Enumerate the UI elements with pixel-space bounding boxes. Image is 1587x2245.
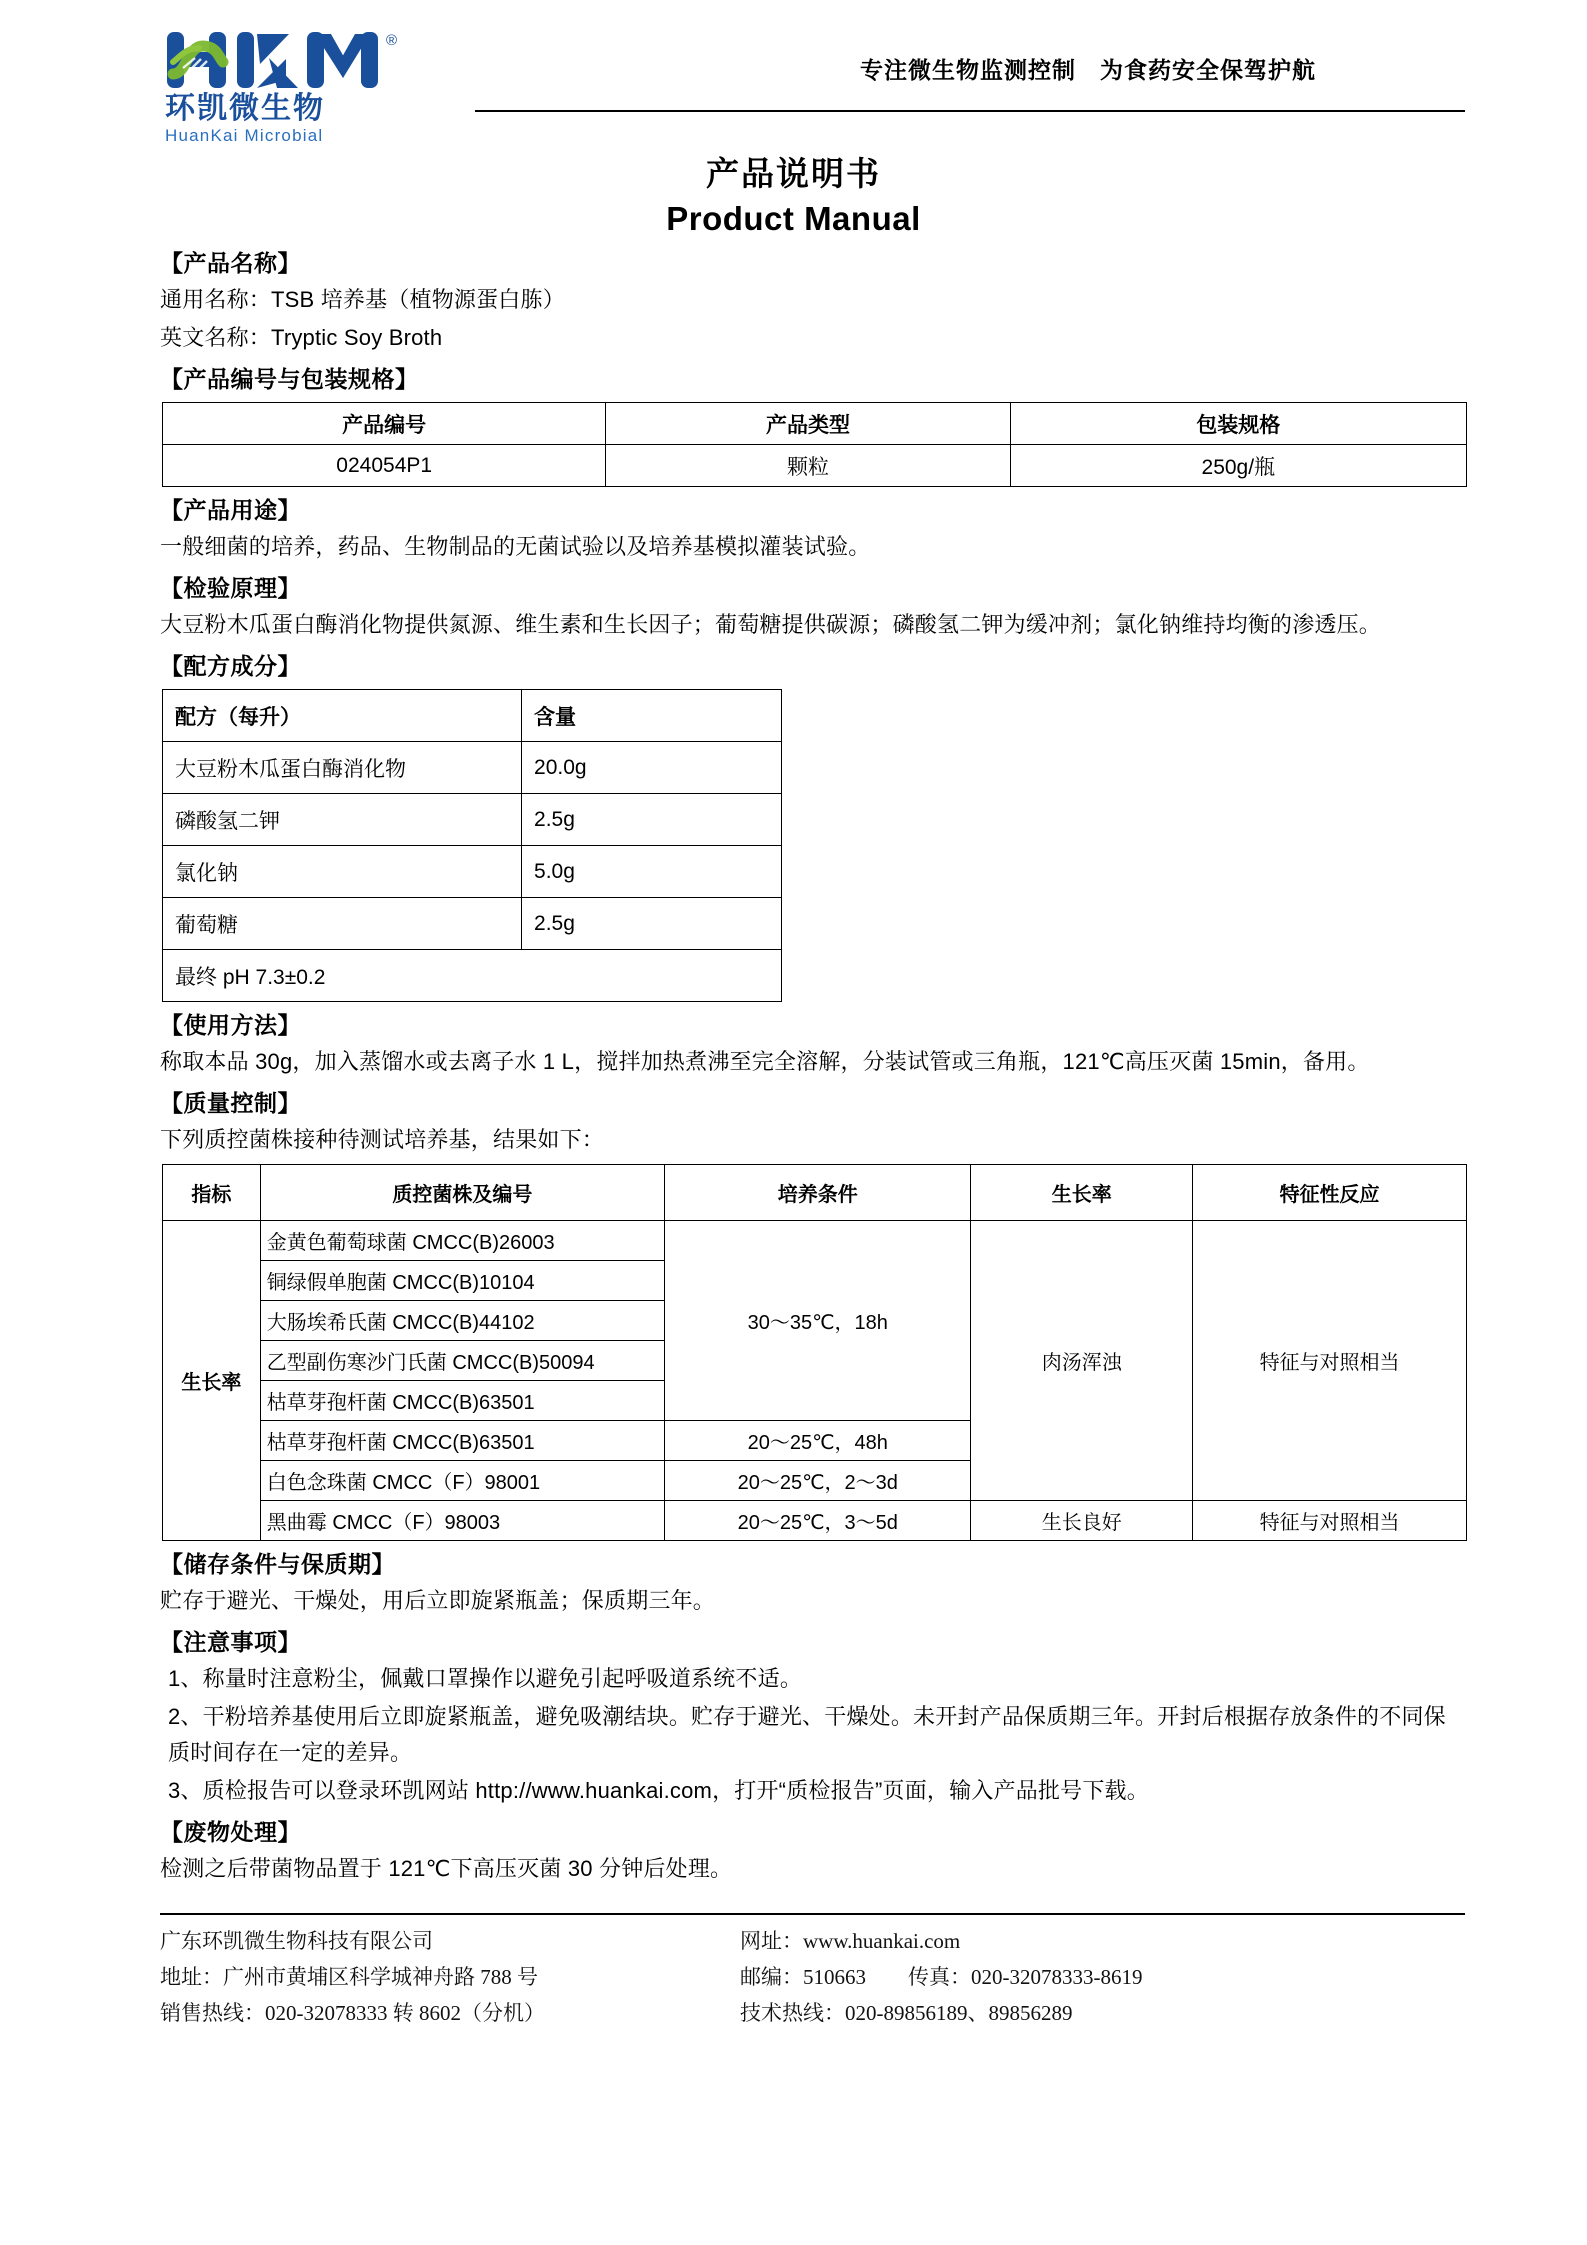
product-common-name: 通用名称：TSB 培养基（植物源蛋白胨） [160,287,565,312]
qc-cell-strain: 枯草芽孢杆菌 CMCC(B)63501 [260,1421,664,1461]
qc-col-indicator: 指标 [163,1165,261,1221]
table-row [163,1501,1467,1541]
spec-table [162,402,1467,487]
svg-text:®: ® [386,32,398,49]
spec-col-type: 产品类型 [606,403,1010,445]
hkm-logo-mark [165,28,415,90]
table-header-row [163,403,1467,445]
logo-company-en: HuanKai Microbial [165,126,324,145]
qc-col-strain: 质控菌株及编号 [260,1165,664,1221]
table-row [163,1221,1467,1261]
section-heading-spec: 【产品编号与包装规格】 [160,366,419,392]
section-heading-formula: 【配方成分】 [160,653,301,679]
usage-text: 一般细菌的培养，药品、生物制品的无菌试验以及培养基模拟灌装试验。 [160,534,871,559]
footer-postcode-fax: 邮编：510663 传真：020-32078333-8619 [740,1965,1143,1989]
qc-cell-reaction-main: 特征与对照相当 [1193,1221,1467,1501]
formula-cell-name: 大豆粉木瓜蛋白酶消化物 [163,742,522,794]
header-divider [475,110,1465,112]
formula-cell-ph: 最终 pH 7.3±0.2 [163,950,782,1002]
page-header [0,0,1587,145]
qc-cell-condition-group3: 20～25℃，2～3d [665,1461,971,1501]
qc-cell-growth-last: 生长良好 [971,1501,1193,1541]
section-heading-waste: 【废物处理】 [160,1819,301,1845]
hkm-logo-icon [165,28,415,92]
quality-intro: 下列质控菌株接种待测试培养基，结果如下： [160,1127,605,1152]
formula-table [162,689,782,1002]
spec-cell-pack: 250g/瓶 [1010,445,1466,487]
note-item-3: 3、质检报告可以登录环凯网站 http://www.huankai.com，打开“质检报告”页面，输入产品批号下载。 [168,1778,1149,1803]
formula-col-amount: 含量 [522,690,782,742]
section-heading-quality: 【质量控制】 [160,1090,301,1116]
spec-col-pack: 包装规格 [1010,403,1466,445]
company-logo [165,28,433,148]
formula-cell-name: 氯化钠 [163,846,522,898]
note-item-2: 2、干粉培养基使用后立即旋紧瓶盖，避免吸潮结块。贮存于避光、干燥处。未开封产品保质期三年。开封后根据存放条件的不同保质时间存在一定的差异。 [168,1704,1446,1765]
section-heading-method: 【使用方法】 [160,1012,301,1038]
method-text: 称取本品 30g，加入蒸馏水或去离子水 1 L，搅拌加热煮沸至完全溶解，分装试管或三角瓶，121℃高压灭菌 15min，备用。 [160,1049,1370,1074]
formula-col-name: 配方（每升） [163,690,522,742]
table-row [163,445,1467,487]
qc-cell-growth-main: 肉汤浑浊 [971,1221,1193,1501]
waste-text: 检测之后带菌物品置于 121℃下高压灭菌 30 分钟后处理。 [160,1856,733,1881]
formula-cell-name: 葡萄糖 [163,898,522,950]
storage-text: 贮存于避光、干燥处，用后立即旋紧瓶盖；保质期三年。 [160,1588,716,1613]
table-row [163,846,782,898]
formula-cell-name: 磷酸氢二钾 [163,794,522,846]
footer-tech-hotline: 技术热线：020-89856189、89856289 [740,2001,1073,2025]
footer-company-name: 广东环凯微生物科技有限公司 [160,1929,433,1953]
section-heading-product-name: 【产品名称】 [160,250,301,276]
note-item-1: 1、称量时注意粉尘，佩戴口罩操作以避免引起呼吸道系统不适。 [168,1666,803,1691]
qc-cell-strain: 铜绿假单胞菌 CMCC(B)10104 [260,1261,664,1301]
principle-text: 大豆粉木瓜蛋白酶消化物提供氮源、维生素和生长因子；葡萄糖提供碳源；磷酸氢二钾为缓冲剂；氯化钠维持均衡的渗透压。 [160,612,1382,637]
formula-cell-amount: 5.0g [522,846,782,898]
spec-col-code: 产品编号 [163,403,606,445]
qc-col-growth: 生长率 [971,1165,1193,1221]
footer-website: 网址：www.huankai.com [740,1929,961,1953]
qc-cell-strain: 白色念珠菌 CMCC（F）98001 [260,1461,664,1501]
table-header-row [163,690,782,742]
qc-cell-strain: 大肠埃希氏菌 CMCC(B)44102 [260,1301,664,1341]
page-title-en: Product Manual [666,200,921,237]
qc-cell-condition-group4: 20～25℃，3～5d [665,1501,971,1541]
table-row-ph [163,950,782,1002]
qc-cell-strain: 乙型副伤寒沙门氏菌 CMCC(B)50094 [260,1341,664,1381]
table-row [163,794,782,846]
qc-cell-strain: 黑曲霉 CMCC（F）98003 [260,1501,664,1541]
footer-sales-hotline: 销售热线：020-32078333 转 8602（分机） [160,2001,545,2025]
qc-cell-strain: 金黄色葡萄球菌 CMCC(B)26003 [260,1221,664,1261]
document-content [0,246,1587,1887]
qc-cell-indicator: 生长率 [163,1221,261,1541]
section-heading-principle: 【检验原理】 [160,575,301,601]
page-title-cn: 产品说明书 [706,155,881,192]
table-row [163,898,782,950]
table-header-row [163,1165,1467,1221]
spec-cell-code: 024054P1 [163,445,606,487]
qc-cell-condition-group2: 20～25℃，48h [665,1421,971,1461]
spec-cell-type: 颗粒 [606,445,1010,487]
qc-col-reaction: 特征性反应 [1193,1165,1467,1221]
header-tagline: 专注微生物监测控制 为食药安全保驾护航 [860,57,1316,83]
qc-cell-strain: 枯草芽孢杆菌 CMCC(B)63501 [260,1381,664,1421]
footer-column-left [160,1923,740,2031]
qc-cell-reaction-last: 特征与对照相当 [1193,1501,1467,1541]
product-english-name: 英文名称：Tryptic Soy Broth [160,325,443,350]
page-footer [0,1915,1587,2031]
footer-column-right [740,1923,1465,2031]
qc-cell-condition-group1: 30～35℃，18h [665,1221,971,1421]
section-heading-usage: 【产品用途】 [160,497,301,523]
formula-cell-amount: 2.5g [522,794,782,846]
footer-address: 地址：广州市黄埔区科学城神舟路 788 号 [160,1965,538,1989]
table-row [163,742,782,794]
quality-control-table [162,1164,1467,1541]
section-heading-notes: 【注意事项】 [160,1629,301,1655]
section-heading-storage: 【储存条件与保质期】 [160,1551,395,1577]
logo-company-cn: 环凯微生物 [165,92,325,125]
formula-cell-amount: 2.5g [522,898,782,950]
formula-cell-amount: 20.0g [522,742,782,794]
qc-col-condition: 培养条件 [665,1165,971,1221]
